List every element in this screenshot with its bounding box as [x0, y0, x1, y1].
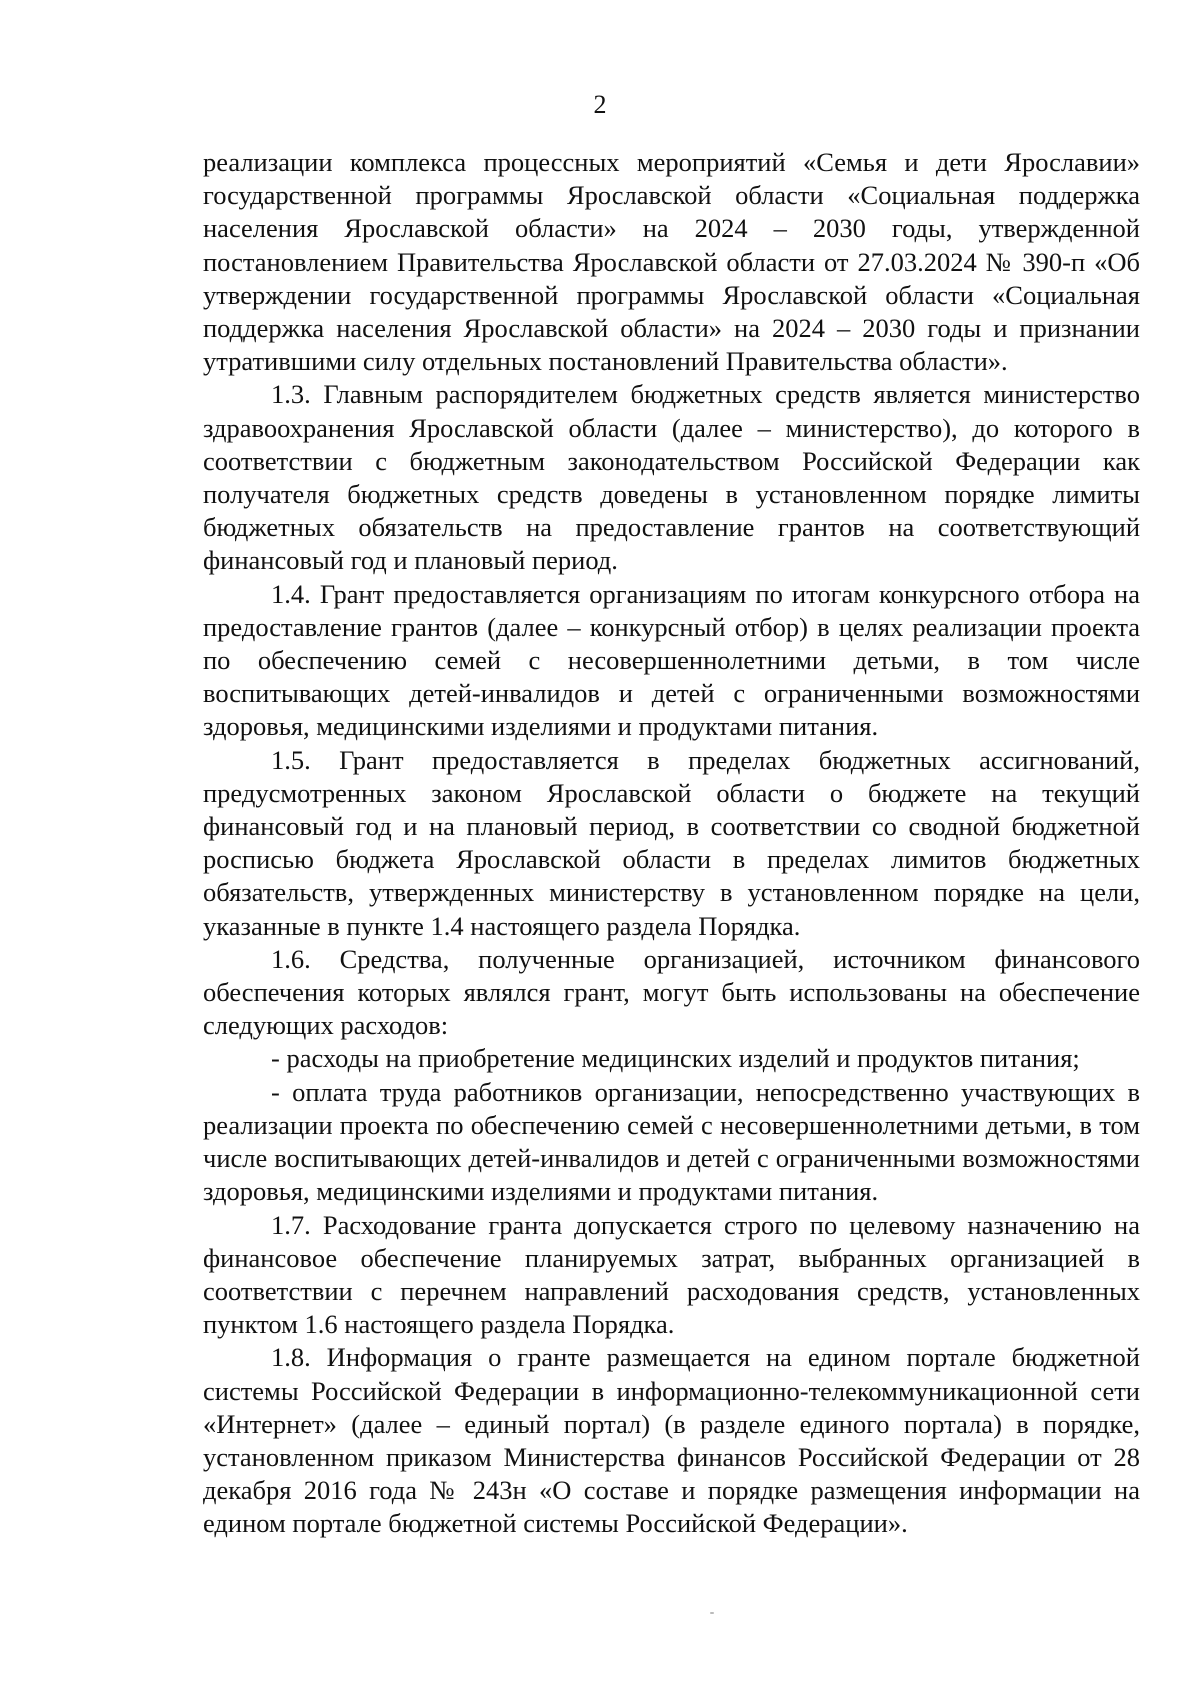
- paragraph-1-7: 1.7. Расходование гранта допускается строго по целевому назначению на финансовое обеспечение планируемых затрат, выбранных организацией в соответствии с перечнем направлений расходования средств, установленных пунктом 1.6 настоящего раздела Порядка.: [203, 1209, 1140, 1340]
- scan-artifact: [710, 1612, 714, 1614]
- list-item-expenses-products: - расходы на приобретение медицинских изделий и продуктов питания;: [271, 1043, 1080, 1074]
- paragraph-1-5: 1.5. Грант предоставляется в пределах бюджетных ассигнований, предусмотренных законом Ярославской области о бюджете на текущий финансовый год и на плановый период, в соответствии со сводной бюджетной росписью бюджета Ярославской области в пределах лимитов бюджетных обязательств, утвержденных министерству в установленном порядке на цели, указанные в пункте 1.4 настоящего раздела Порядка.: [203, 744, 1140, 941]
- paragraph-1-3: 1.3. Главным распорядителем бюджетных средств является министерство здравоохранения Ярославской области (далее – министерство), до которого в соответствии с бюджетным законодательством Российской Федерации как получателя бюджетных средств доведены в установленном порядке лимиты бюджетных обязательств на предоставление грантов на соответствующий финансовый год и плановый период.: [203, 379, 1140, 576]
- page-number: 2: [593, 90, 607, 119]
- paragraph-1-6: 1.6. Средства, полученные организацией, источником финансового обеспечения которых являлся грант, могут быть использованы на обеспечение следующих расходов:: [203, 943, 1140, 1041]
- document-body: [203, 146, 1140, 1541]
- paragraph-1-8: 1.8. Информация о гранте размещается на едином портале бюджетной системы Российской Федерации в информационно-телекоммуникационной сети «Интернет» (далее – единый портал) (в разделе единого портала) в порядке, установленном приказом Министерства финансов Российской Федерации от 28 декабря 2016 года № 243н «О составе и порядке размещения информации на едином портале бюджетной системы Российской Федерации».: [203, 1342, 1140, 1539]
- list-item-expenses-salary: - оплата труда работников организации, непосредственно участвующих в реализации проекта по обеспечению семей с несовершеннолетними детьми, в том числе воспитывающих детей-инвалидов и детей с ограниченными возможностями здоровья, медицинскими изделиями и продуктами питания.: [203, 1076, 1140, 1207]
- paragraph-1-4: 1.4. Грант предоставляется организациям по итогам конкурсного отбора на предоставление грантов (далее – конкурсный отбор) в целях реализации проекта по обеспечению семей с несовершеннолетними детьми, в том числе воспитывающих детей-инвалидов и детей с ограниченными возможностями здоровья, медицинскими изделиями и продуктами питания.: [203, 578, 1140, 742]
- paragraph-continuation: реализации комплекса процессных мероприятий «Семья и дети Ярославии» государственной программы Ярославской области «Социальная поддержка населения Ярославской области» на 2024 – 2030 годы, утвержденной постановлением Правительства Ярославской области от 27.03.2024 № 390-п «Об утверждении государственной программы Ярославской области «Социальная поддержка населения Ярославской области» на 2024 – 2030 годы и признании утратившими силу отдельных постановлений Правительства области».: [203, 147, 1140, 377]
